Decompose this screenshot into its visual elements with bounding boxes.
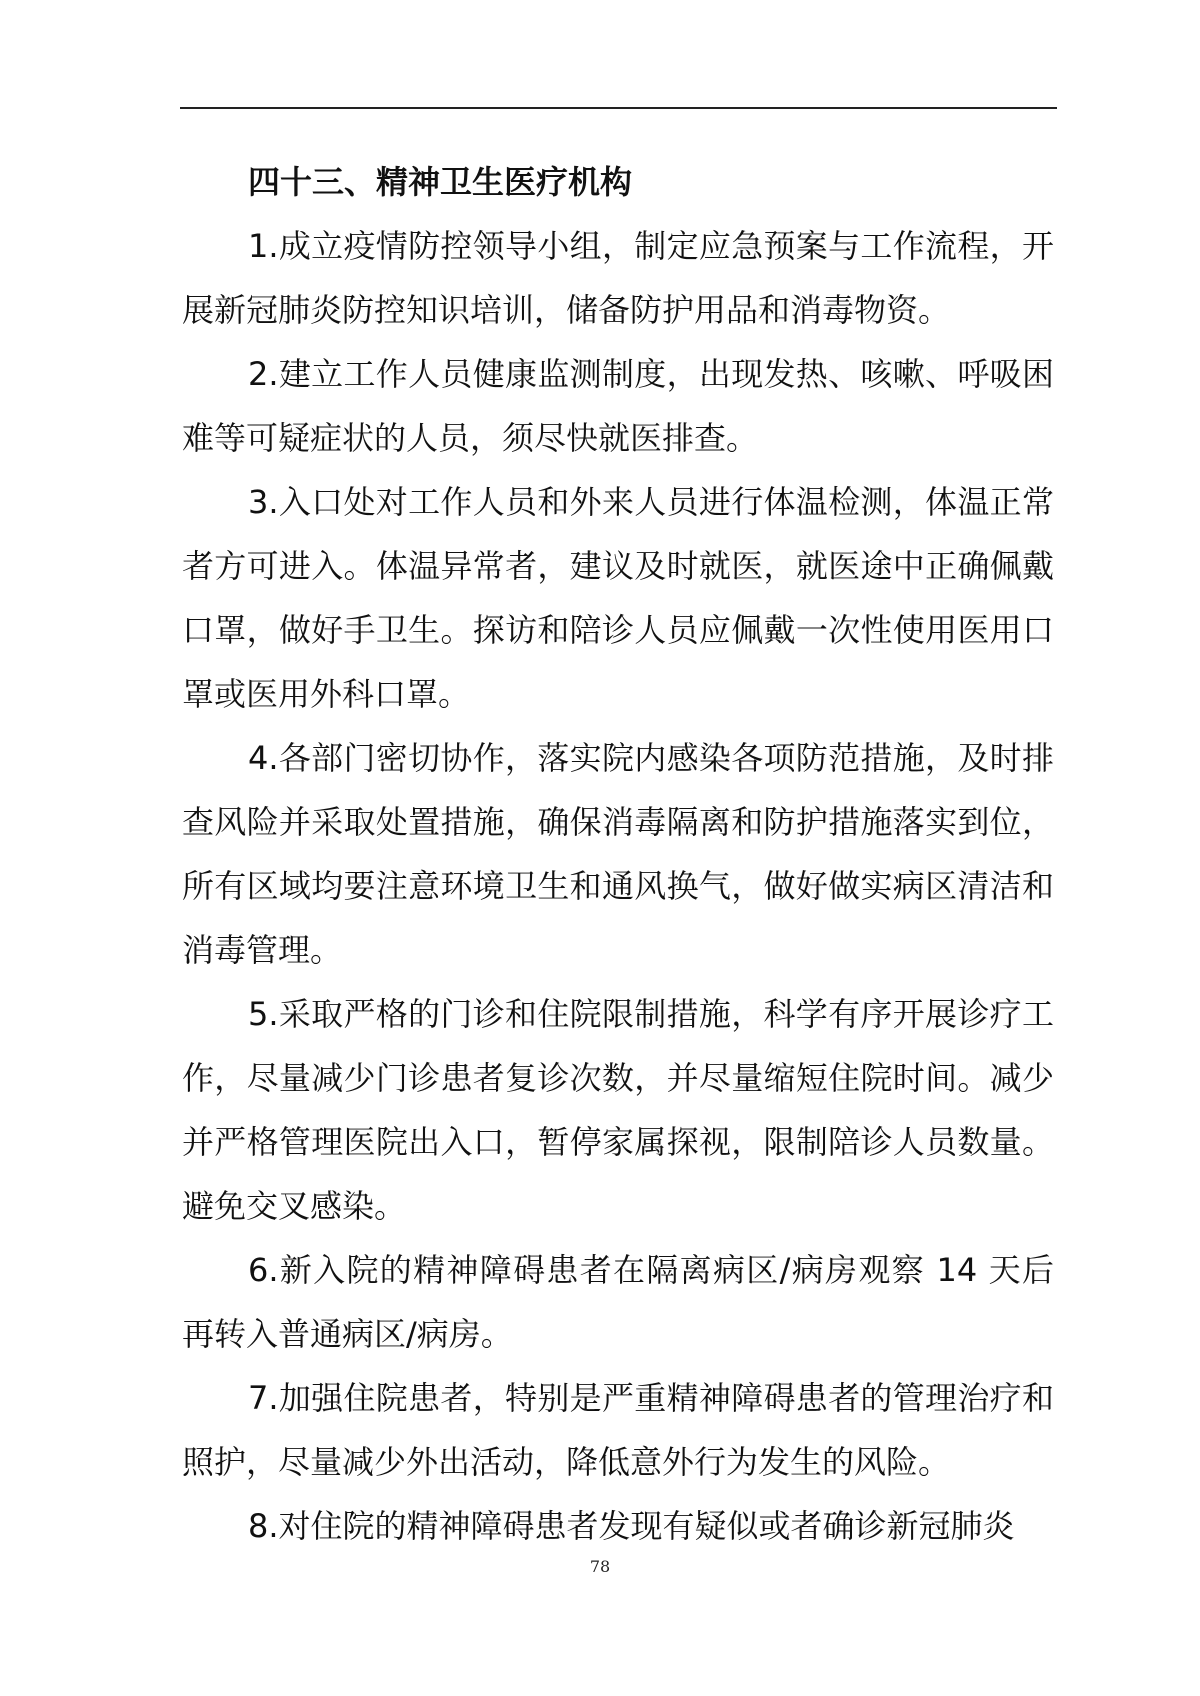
header-rule: [180, 107, 1057, 109]
paragraph-1: 1.成立疫情防控领导小组，制定应急预案与工作流程，开展新冠肺炎防控知识培训，储备防护用品和消毒物资。: [182, 227, 1054, 329]
document-body: [182, 150, 1054, 1558]
section-title: 四十三、精神卫生医疗机构: [248, 163, 633, 201]
paragraph-5: 5.采取严格的门诊和住院限制措施，科学有序开展诊疗工作，尽量减少门诊患者复诊次数，并尽量缩短住院时间。减少并严格管理医院出入口，暂停家属探视，限制陪诊人员数量。避免交叉感染。: [182, 995, 1054, 1225]
paragraph-4: 4.各部门密切协作，落实院内感染各项防范措施，及时排查风险并采取处置措施，确保消毒隔离和防护措施落实到位，所有区域均要注意环境卫生和通风换气，做好做实病区清洁和消毒管理。: [182, 739, 1054, 969]
paragraph-8: 8.对住院的精神障碍患者发现有疑似或者确诊新冠肺炎: [248, 1507, 1015, 1545]
paragraph-6: 6.新入院的精神障碍患者在隔离病区/病房观察 14 天后再转入普通病区/病房。: [182, 1251, 1054, 1353]
page-number: 78: [589, 1557, 611, 1576]
paragraph-2: 2.建立工作人员健康监测制度，出现发热、咳嗽、呼吸困难等可疑症状的人员，须尽快就医排查。: [182, 355, 1054, 457]
paragraph-3: 3.入口处对工作人员和外来人员进行体温检测，体温正常者方可进入。体温异常者，建议及时就医，就医途中正确佩戴口罩，做好手卫生。探访和陪诊人员应佩戴一次性使用医用口罩或医用外科口罩。: [182, 483, 1054, 713]
paragraph-7: 7.加强住院患者，特别是严重精神障碍患者的管理治疗和照护，尽量减少外出活动，降低意外行为发生的风险。: [182, 1379, 1054, 1481]
